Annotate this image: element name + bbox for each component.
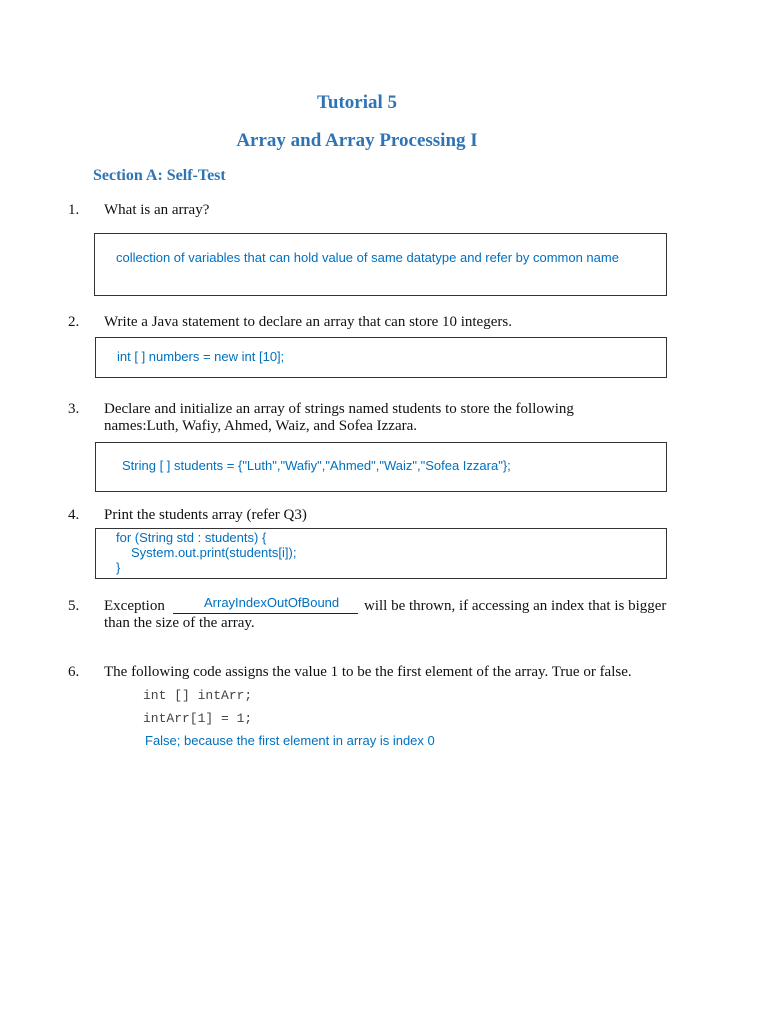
question-number-4: 4.: [68, 507, 80, 523]
code-line-1: int [] intArr;: [143, 688, 253, 703]
section-heading: Section A: Self-Test: [93, 167, 226, 184]
question-number-5: 5.: [68, 598, 80, 614]
question-text-3-line1: Declare and initialize an array of strings named students to store the following: [104, 401, 574, 417]
answer-text-3: String [ ] students = {"Luth","Wafiy","Ahmed","Waiz","Sofea Izzara"};: [122, 458, 511, 473]
answer-box-1[interactable]: [94, 233, 667, 296]
page-title: Tutorial 5: [316, 92, 398, 113]
question-text-2: Write a Java statement to declare an array that can store 10 integers.: [104, 314, 512, 330]
blank-answer-5: ArrayIndexOutOfBound: [204, 595, 340, 610]
question-text-6: The following code assigns the value 1 to be the first element of the array. True or false.: [104, 664, 632, 680]
page-subtitle: Array and Array Processing I: [236, 130, 478, 151]
question-number-6: 6.: [68, 664, 80, 680]
answer-text-2: int [ ] numbers = new int [10];: [117, 349, 285, 364]
question-text-1: What is an array?: [104, 202, 210, 218]
answer-box-4[interactable]: [95, 528, 667, 579]
question-text-4: Print the students array (refer Q3): [104, 507, 307, 523]
answer-box-3[interactable]: [95, 442, 667, 492]
question-text-5-before: Exception: [104, 598, 165, 614]
answer-code-line-1: for (String std : students) {: [116, 530, 267, 545]
question-number-2: 2.: [68, 314, 80, 330]
code-line-2: intArr[1] = 1;: [143, 711, 253, 726]
question-number-1: 1.: [68, 202, 80, 218]
question-text-3-line2: names:Luth, Wafiy, Ahmed, Waiz, and Sofea Izzara.: [104, 418, 418, 434]
answer-box-2[interactable]: [95, 337, 667, 378]
question-text-5-after: will be thrown, if accessing an index that is bigger: [364, 598, 667, 614]
question-number-3: 3.: [68, 401, 80, 417]
answer-code-line-3: }: [116, 560, 121, 575]
question-text-5-line2: than the size of the array.: [104, 615, 255, 631]
fill-in-blank-5[interactable]: [173, 596, 358, 614]
answer-text-1: collection of variables that can hold value of same datatype and refer by common name: [116, 250, 619, 265]
answer-text-6: False; because the first element in array is index 0: [145, 733, 435, 748]
answer-code-line-2: System.out.print(students[i]);: [131, 545, 297, 560]
